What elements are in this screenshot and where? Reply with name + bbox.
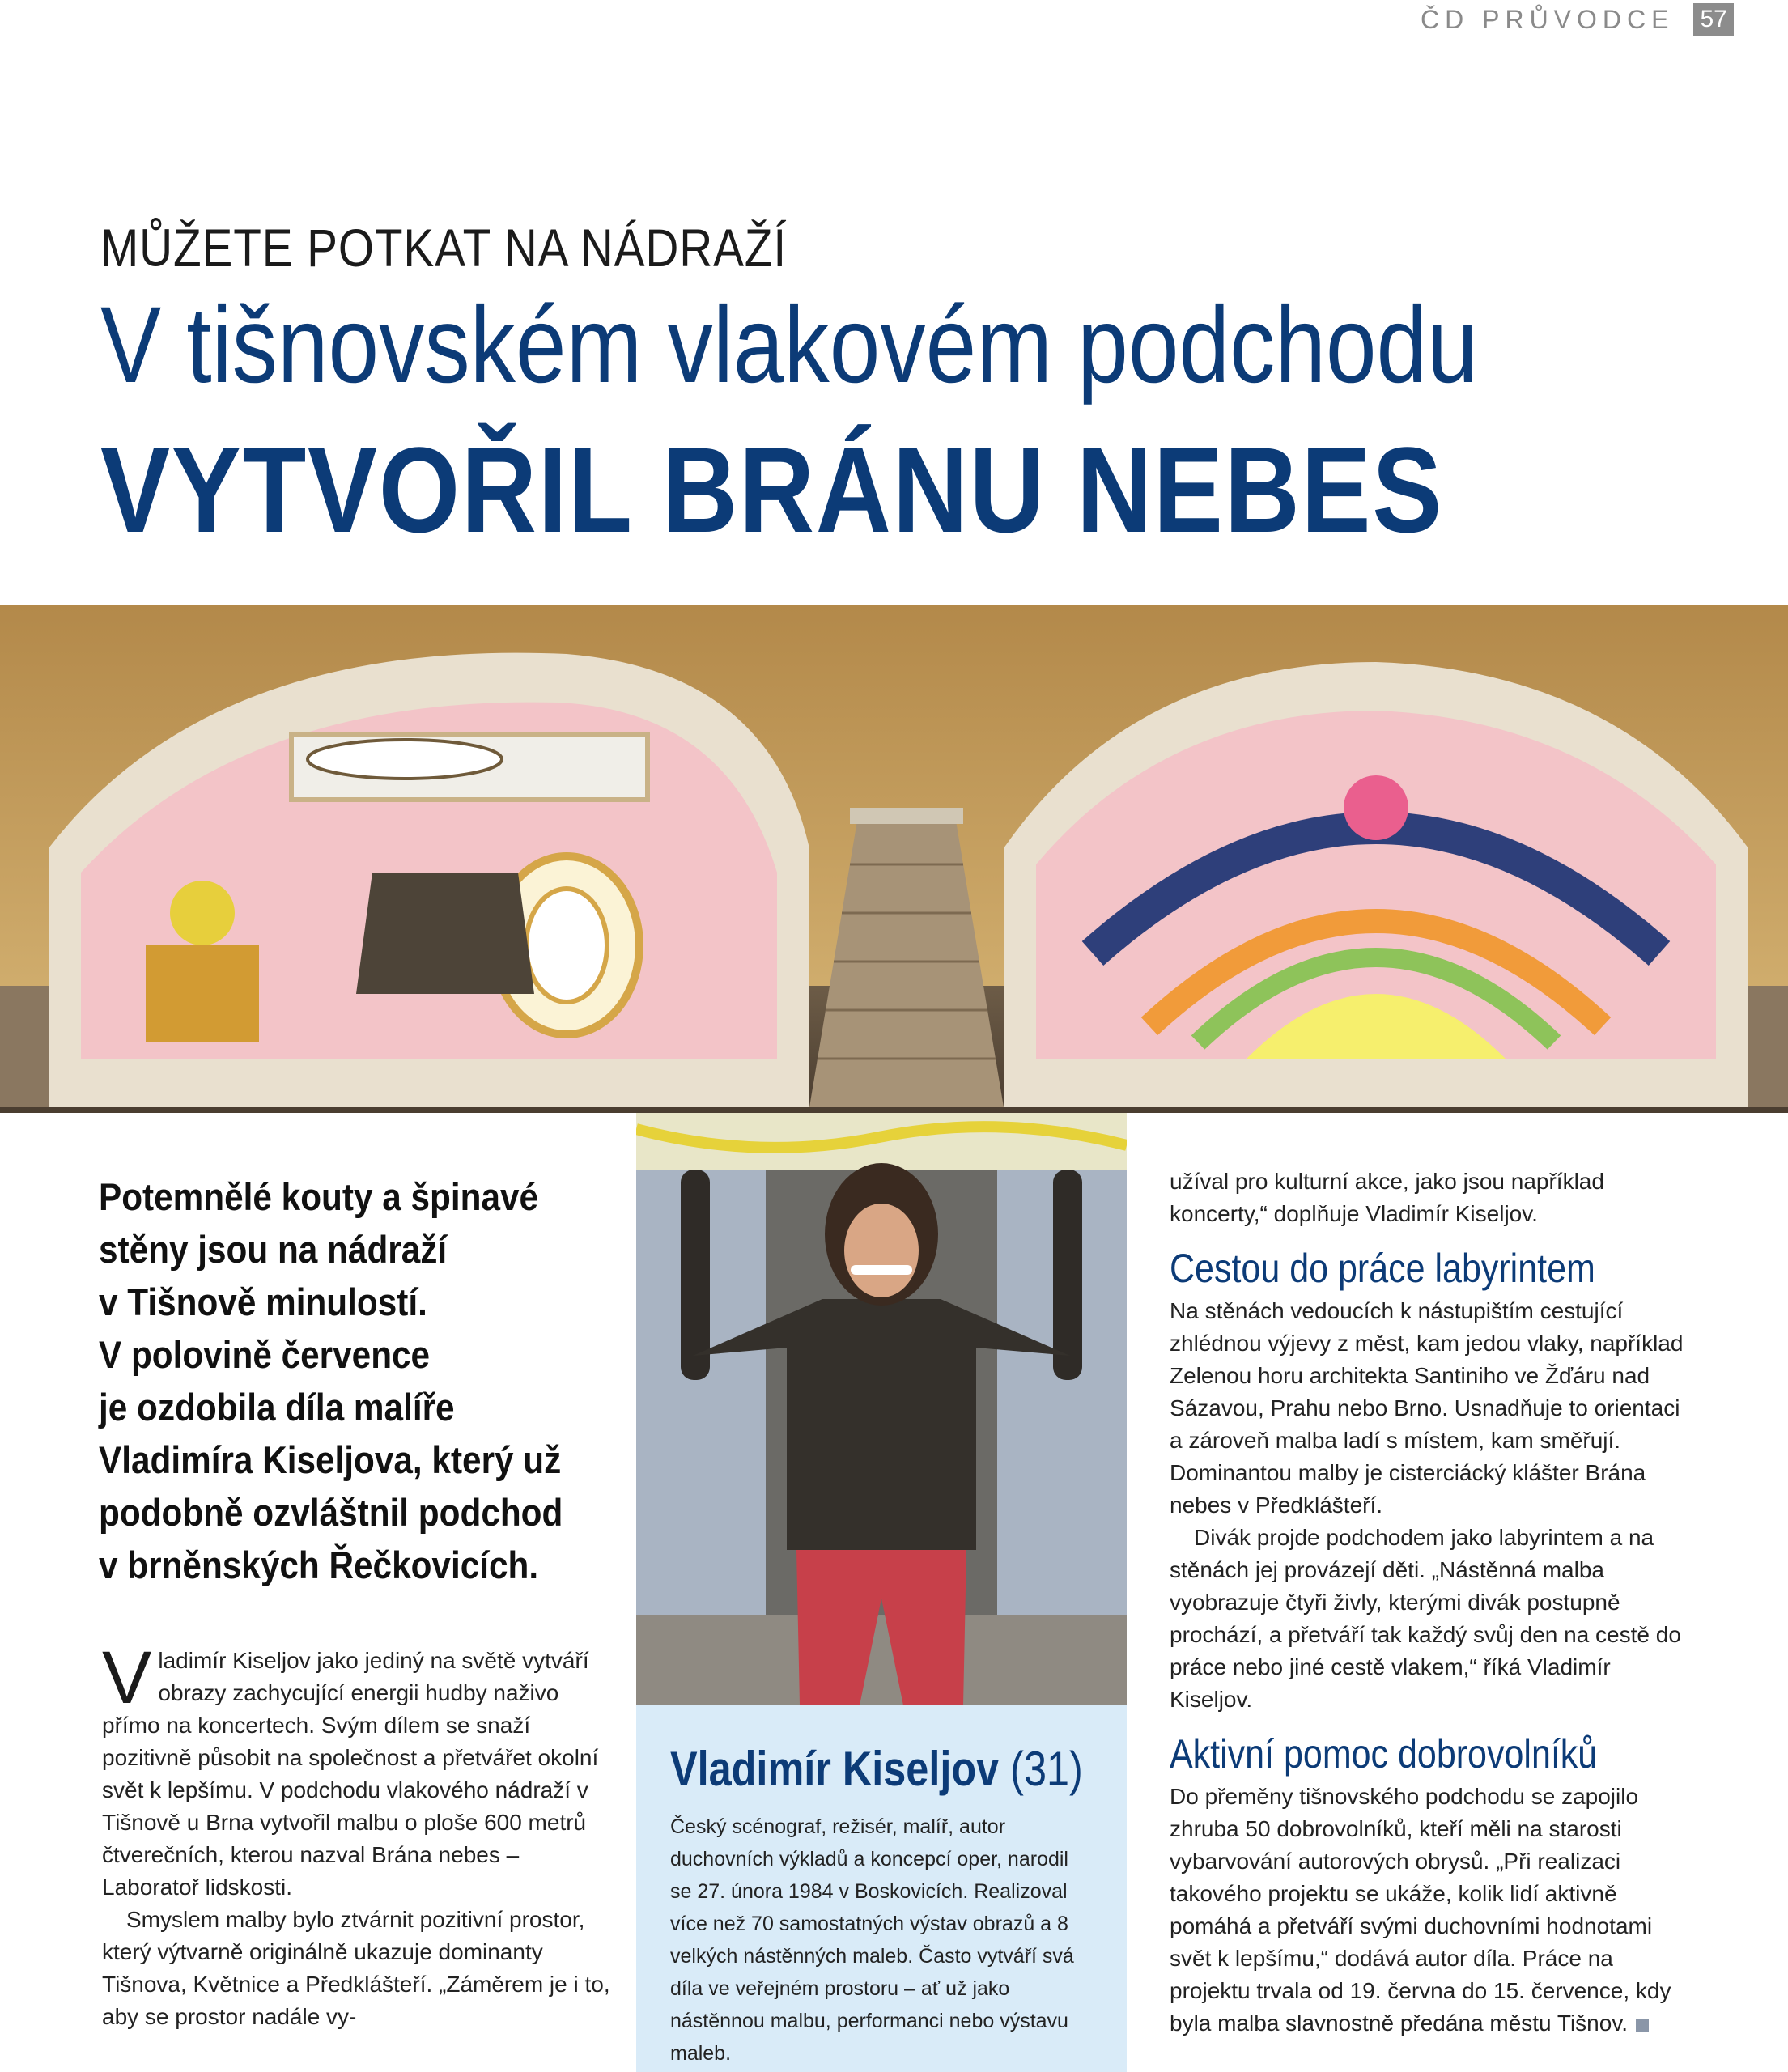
body-paragraph-text: ladimír Kiseljov jako jediný na světě vytváří obrazy zachycující energii hudby naživo přímo na koncertech. Svým dílem se snaží pozitivně působit na společnost a přetvářet okolní svět k lepšímu. V podchodu vlakového nádraží v Tišnově u Brna vytvořil malbu o ploše 600 metrů čtverečních, kterou nazval Brána nebes – Laboratoř lidskosti.	[102, 1648, 599, 1900]
body-paragraph: Divák projde podchodem jako labyrintem a na stěnách jej provázejí děti. „Nástěnná malba vyobrazuje čtyři živly, kterými divák postupně prochází, a přetváří tak každý svůj den na cestě do práce nebo jiné cestě vlakem,“ říká Vladimír Kiseljov.	[1170, 1525, 1681, 1712]
running-header	[1421, 3, 1734, 36]
lead-line: je ozdobila díla malíře	[99, 1386, 455, 1429]
page-number: 57	[1693, 3, 1733, 36]
artist-portrait-photo	[636, 1113, 1127, 1705]
body-paragraph	[102, 1637, 612, 1904]
body-column-left	[102, 1637, 612, 2033]
section-name: ČD PRŮVODCE	[1421, 4, 1675, 34]
bio-heading	[670, 1741, 1083, 1797]
bio-text: Český scénograf, režisér, malíř, autor duchovních výkladů a koncepcí oper, narodil se 27. února 1984 v Boskovicích. Realizoval více než 70 samostatných výstav obrazů a 8 velkých nástěnných maleb. Často vytváří svá díla ve veřejném prostoru – ať už jako nástěnnou malbu, performanci nebo výstavu maleb.	[670, 1815, 1074, 2065]
article-kicker: MŮŽETE POTKAT NA NÁDRAŽÍ	[100, 218, 787, 278]
lead-line: v Tišnově minulostí.	[99, 1280, 427, 1323]
subheading-labyrinth: Cestou do práce labyrintem	[1170, 1246, 1595, 1291]
article-title-line1: V tišnovském vlakovém podchodu	[100, 285, 1478, 405]
bio-name: Vladimír Kiseljov	[670, 1742, 1000, 1796]
body-paragraph: Smyslem malby bylo ztvárnit pozitivní prostor, který výtvarně originálně ukazuje dominanty Tišnova, Květnice a Předklášteří. „Záměrem je i to, aby se prostor nadále vy-	[102, 1907, 610, 2029]
body-paragraph-text: Do přeměny tišnovského podchodu se zapojilo zhruba 50 dobrovolníků, kteří měli na starosti vybarvování autorových obrysů. „Při realizaci takového projektu se ukáže, kolik lidí aktivně pomáhá a přetváří svými duchovními hodnotami svět k lepšímu,“ dodává autor díla. Práce na projektu trvala od 19. června do 15. července, kdy byla malba slavnostně předána městu Tišnov.	[1170, 1784, 1671, 2036]
end-mark-icon	[1636, 2019, 1649, 2032]
lead-line: Potemnělé kouty a špinavé	[99, 1175, 539, 1218]
lead-line: v brněnských Řečkovicích.	[99, 1543, 539, 1586]
body-paragraph: užíval pro kulturní akce, jako jsou například koncerty,“ doplňuje Vladimír Kiseljov.	[1170, 1169, 1604, 1226]
body-paragraph	[1170, 1781, 1692, 2040]
body-paragraph: Na stěnách vedoucích k nástupištím cestující zhlédnou výjevy z měst, kam jedou vlaky, například Zelenou horu architekta Santiniho ve Žďáru nad Sázavou, Prahu nebo Brno. Usnadňuje to orientaci a zároveň malba ladí s místem, kam směřují. Dominantou malby je cisterciácký klášter Brána nebes v Předklášteří.	[1170, 1298, 1684, 1518]
lead-line: podobně ozvláštnil podchod	[99, 1491, 563, 1534]
bio-sidebar	[636, 1705, 1127, 2072]
lead-line: V polovině července	[99, 1333, 431, 1376]
lead-line: Vladimíra Kiseljova, který už	[99, 1438, 562, 1481]
drop-cap: V	[102, 1637, 152, 1719]
body-column-right	[1170, 1166, 1692, 2040]
lead-line: stěny jsou na nádraží	[99, 1228, 448, 1271]
subheading-volunteers: Aktivní pomoc dobrovolníků	[1170, 1731, 1598, 1777]
underpass-panorama-photo	[0, 605, 1788, 1113]
lead-paragraph	[99, 1170, 565, 1591]
bio-age: (31)	[1010, 1742, 1083, 1796]
article-title-line2: VYTVOŘIL BRÁNU NEBES	[100, 422, 1444, 558]
